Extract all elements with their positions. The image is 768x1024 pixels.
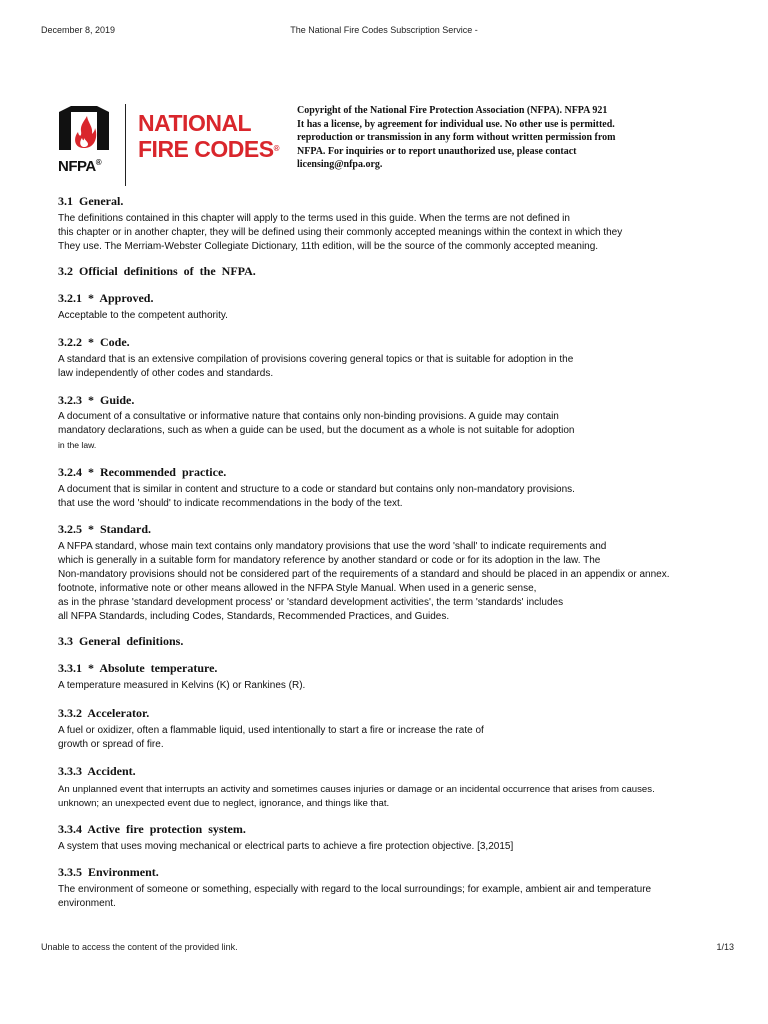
logo-fire-codes-text: FIRE CODES <box>138 136 274 162</box>
section-heading: 3.2.5 * Standard. <box>58 522 152 536</box>
text-line: law independently of other codes and standards. <box>58 368 274 379</box>
section-text <box>58 483 575 511</box>
header-title: The National Fire Codes Subscription Service - <box>290 25 478 35</box>
section-text <box>58 883 651 911</box>
section-3-2-2 <box>58 335 573 381</box>
section-3-1 <box>58 194 622 254</box>
text-line: environment. <box>58 898 116 909</box>
text-line: The environment of someone or something, especially with regard to the local surroundings; for example, ambient air and temperature <box>58 884 652 895</box>
logo-nfpa-registered-mark: ® <box>95 158 102 167</box>
section-text <box>58 783 655 811</box>
text-line: footnote, informative note or other means allowed in the NFPA Style Manual. When used in a generic sense, <box>58 583 537 594</box>
text-line: all NFPA Standards, including Codes, Standards, Recommended Practices, and Guides. <box>58 611 450 622</box>
text-line: The definitions contained in this chapter will apply to the terms used in this guide. When the terms are not defined in <box>58 213 570 224</box>
text-line: They use. The Merriam-Webster Collegiate Dictionary, 11th edition, will be the source of the commonly accepted meaning. <box>58 241 599 252</box>
section-text <box>58 540 670 624</box>
logo-divider <box>125 104 126 186</box>
copyright-line: Copyright of the National Fire Protection Association (NFPA). NFPA 921 <box>297 105 608 116</box>
section-3-3-5 <box>58 865 651 911</box>
copyright-line: reproduction or transmission in any form without written permission from <box>297 132 616 143</box>
text-line: that use the word 'should' to indicate recommendations in the body of the text. <box>58 498 403 509</box>
section-heading: 3.3.3 Accident. <box>58 764 136 778</box>
text-line: which is generally in a suitable form for mandatory reference by another standard or code or for its adoption in the law. The <box>58 555 601 566</box>
logo-national: NATIONAL <box>138 110 252 136</box>
section-text <box>58 724 484 752</box>
section-heading: 3.3.2 Accelerator. <box>58 706 150 720</box>
section-text <box>58 410 574 452</box>
section-heading: 3.2 Official definitions of the NFPA. <box>58 264 256 278</box>
section-3-2-1 <box>58 291 228 323</box>
logo-nfpa-label: NFPA <box>58 158 96 175</box>
text-line: A document that is similar in content and structure to a code or standard but contains only non-mandatory provisions. <box>58 484 575 495</box>
text-line: A fuel or oxidizer, often a flammable liquid, used intentionally to start a fire or increase the rate of <box>58 725 484 736</box>
text-line: growth or spread of fire. <box>58 739 164 750</box>
copyright-line: NFPA. For inquiries or to report unauthorized use, please contact <box>297 145 577 157</box>
section-text <box>58 212 622 254</box>
section-heading: 3.1 General. <box>58 194 124 208</box>
section-heading: 3.2.3 * Guide. <box>58 393 135 407</box>
copyright-notice <box>297 104 677 172</box>
text-line: A document of a consultative or informative nature that contains only non-binding provisions. A guide may contain <box>58 411 559 422</box>
logo-registered-mark: ® <box>273 144 279 153</box>
section-3-3-2 <box>58 706 484 752</box>
section-3-3-3 <box>58 764 655 811</box>
section-text <box>58 309 228 323</box>
section-3-3-1 <box>58 661 305 693</box>
section-3-3-4 <box>58 822 513 854</box>
section-text <box>58 353 573 381</box>
logo-fire-codes <box>138 136 279 162</box>
section-text <box>58 679 305 693</box>
section-text <box>58 840 513 854</box>
text-line: A system that uses moving mechanical or electrical parts to achieve a fire protection objective. [3,2015] <box>58 841 514 852</box>
text-line: An unplanned event that interrupts an activity and sometimes causes injuries or damage or an incidental occurrence that arises from causes. <box>58 784 655 795</box>
page-number: 1/13 <box>716 942 734 952</box>
copyright-line: It has a license, by agreement for individual use. No other use is permitted. <box>297 118 615 130</box>
section-heading: 3.3.5 Environment. <box>58 865 159 879</box>
text-line: A temperature measured in Kelvins (K) or Rankines (R). <box>58 680 306 691</box>
text-line: Non-mandatory provisions should not be considered part of the requirements of a standard and should be placed in an appendix or annex. <box>58 569 670 580</box>
section-3-2 <box>58 264 256 279</box>
section-3-2-5 <box>58 522 670 624</box>
text-line: unknown; an unexpected event due to neglect, ignorance, and things like that. <box>58 798 390 809</box>
text-line: A standard that is an extensive compilation of provisions covering general topics or that is suitable for adoption in the <box>58 354 574 365</box>
section-3-2-3 <box>58 393 574 452</box>
text-line: as in the phrase 'standard development process' or 'standard development activities', the term 'standards' includes <box>58 597 564 608</box>
section-heading: 3.3 General definitions. <box>58 634 184 648</box>
section-heading: 3.3.1 * Absolute temperature. <box>58 661 218 675</box>
copyright-line: licensing@nfpa.org. <box>297 159 383 170</box>
section-heading: 3.3.4 Active fire protection system. <box>58 822 246 836</box>
header-date: December 8, 2019 <box>41 25 116 35</box>
section-heading: 3.2.2 * Code. <box>58 335 130 349</box>
text-line: in the law. <box>58 440 97 450</box>
logo-nfpa-text <box>58 158 101 175</box>
text-line: mandatory declarations, such as when a guide can be used, but the document as a whole is not suitable for adoption <box>58 425 575 436</box>
text-line: this chapter or in another chapter, they will be defined using their commonly accepted meanings within the context in which they <box>58 227 623 238</box>
flame-emblem-icon <box>59 106 109 150</box>
section-heading: 3.2.4 * Recommended practice. <box>58 465 227 479</box>
text-line: Acceptable to the competent authority. <box>58 310 228 321</box>
text-line: A NFPA standard, whose main text contains only mandatory provisions that use the word 'shall' to indicate requirements and <box>58 541 607 552</box>
footer-note: Unable to access the content of the provided link. <box>41 942 238 952</box>
section-3-3 <box>58 634 183 649</box>
section-3-2-4 <box>58 465 575 511</box>
section-heading: 3.2.1 * Approved. <box>58 291 154 305</box>
